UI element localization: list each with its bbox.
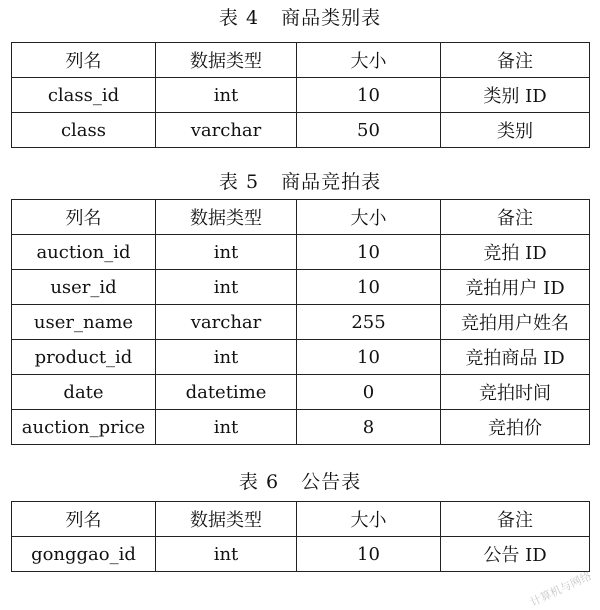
cell-column-name: user_name [12, 305, 156, 340]
header-cell-remark: 备注 [441, 502, 590, 537]
header-cell-size: 大小 [297, 43, 441, 78]
cell-data-type: int [156, 410, 297, 445]
cell-size: 10 [297, 78, 441, 113]
header-cell-size: 大小 [297, 200, 441, 235]
table-row [12, 270, 590, 305]
header-cell-column-name: 列名 [12, 200, 156, 235]
cell-remark: 竞拍商品 ID [441, 340, 590, 375]
header-cell-data-type: 数据类型 [156, 43, 297, 78]
table6-caption-title: 公告表 [301, 471, 362, 493]
cell-column-name: class_id [12, 78, 156, 113]
cell-remark: 竞拍时间 [441, 375, 590, 410]
table5 [11, 199, 590, 445]
table-row [12, 235, 590, 270]
cell-column-name: gonggao_id [12, 537, 156, 572]
table5-header-row [12, 200, 590, 235]
cell-data-type: datetime [156, 375, 297, 410]
header-cell-data-type: 数据类型 [156, 200, 297, 235]
watermark: 计算机与网络 [528, 569, 594, 609]
cell-data-type: int [156, 537, 297, 572]
table-row [12, 375, 590, 410]
cell-size: 255 [297, 305, 441, 340]
cell-data-type: varchar [156, 113, 297, 148]
cell-remark: 类别 [441, 113, 590, 148]
header-cell-size: 大小 [297, 502, 441, 537]
table6 [11, 501, 590, 572]
table-row [12, 410, 590, 445]
cell-size: 50 [297, 113, 441, 148]
table-row [12, 305, 590, 340]
table6-header-row [12, 502, 590, 537]
table5-caption-title: 商品竞拍表 [281, 171, 382, 193]
header-cell-column-name: 列名 [12, 43, 156, 78]
table4-header-row [12, 43, 590, 78]
cell-column-name: date [12, 375, 156, 410]
table-row [12, 340, 590, 375]
table-row [12, 113, 590, 148]
header-cell-remark: 备注 [441, 43, 590, 78]
cell-column-name: user_id [12, 270, 156, 305]
table4-caption [0, 6, 600, 30]
cell-remark: 类别 ID [441, 78, 590, 113]
cell-remark: 竞拍 ID [441, 235, 590, 270]
cell-remark: 公告 ID [441, 537, 590, 572]
cell-data-type: int [156, 78, 297, 113]
cell-column-name: auction_id [12, 235, 156, 270]
cell-remark: 竞拍用户 ID [441, 270, 590, 305]
cell-size: 10 [297, 537, 441, 572]
cell-remark: 竞拍价 [441, 410, 590, 445]
header-cell-remark: 备注 [441, 200, 590, 235]
table5-caption [0, 170, 600, 194]
cell-data-type: int [156, 340, 297, 375]
header-cell-column-name: 列名 [12, 502, 156, 537]
table6-caption [0, 470, 600, 494]
cell-column-name: class [12, 113, 156, 148]
header-cell-data-type: 数据类型 [156, 502, 297, 537]
cell-size: 0 [297, 375, 441, 410]
cell-data-type: varchar [156, 305, 297, 340]
table-row [12, 537, 590, 572]
cell-size: 10 [297, 340, 441, 375]
cell-data-type: int [156, 235, 297, 270]
cell-column-name: product_id [12, 340, 156, 375]
table4-caption-title: 商品类别表 [281, 7, 382, 29]
cell-size: 10 [297, 235, 441, 270]
cell-remark: 竞拍用户姓名 [441, 305, 590, 340]
cell-column-name: auction_price [12, 410, 156, 445]
table6-caption-label: 表 6 [238, 471, 280, 493]
table-row [12, 78, 590, 113]
cell-data-type: int [156, 270, 297, 305]
table5-caption-label: 表 5 [218, 171, 260, 193]
cell-size: 10 [297, 270, 441, 305]
cell-size: 8 [297, 410, 441, 445]
table4-caption-label: 表 4 [218, 7, 260, 29]
table4 [11, 42, 590, 148]
